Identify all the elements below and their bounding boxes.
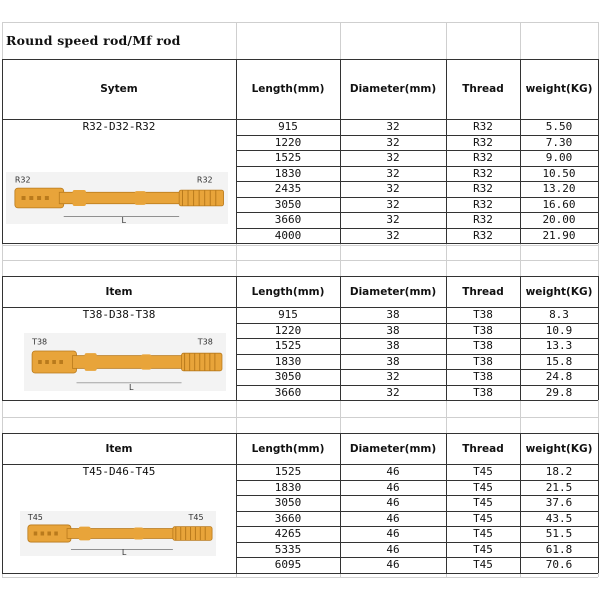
row-divider xyxy=(236,135,598,136)
length-cell: 1220 xyxy=(274,323,302,337)
thread-cell: R32 xyxy=(473,151,493,165)
weight-cell: 18.2 xyxy=(545,465,573,479)
row-divider xyxy=(236,338,598,339)
diameter-cell: 38 xyxy=(386,339,400,353)
weight-cell: 24.8 xyxy=(545,370,573,384)
table-border xyxy=(520,433,521,573)
table-border xyxy=(236,433,237,573)
diameter-cell: 32 xyxy=(386,135,400,149)
table-border xyxy=(598,433,599,573)
row-divider xyxy=(236,511,598,512)
weight-cell: 7.30 xyxy=(545,135,573,149)
weight-cell: 15.8 xyxy=(545,354,573,368)
length-cell: 3660 xyxy=(274,213,302,227)
model-name: T45-D46-T45 xyxy=(82,465,156,479)
length-label: L xyxy=(121,548,127,556)
row-divider xyxy=(236,526,598,527)
thread-cell: T38 xyxy=(473,354,493,368)
diameter-cell: 32 xyxy=(386,182,400,196)
column-header: Length(mm) xyxy=(251,83,325,95)
rod-hole xyxy=(37,196,41,200)
weight-cell: 13.3 xyxy=(545,339,573,353)
length-cell: 5335 xyxy=(274,542,302,556)
row-divider xyxy=(236,150,598,151)
length-cell: 915 xyxy=(278,308,298,322)
length-cell: 1830 xyxy=(274,354,302,368)
table-border xyxy=(598,276,599,400)
thread-cell: T45 xyxy=(473,558,493,572)
row-divider xyxy=(236,354,598,355)
column-header: Diameter(mm) xyxy=(349,83,437,95)
column-header: Item xyxy=(105,442,133,455)
row-divider xyxy=(236,197,598,198)
thread-cell: R32 xyxy=(473,182,493,196)
thread-label-right: R32 xyxy=(196,175,213,185)
rod-hole xyxy=(22,196,26,200)
length-cell: 4265 xyxy=(274,527,302,541)
diameter-cell: 32 xyxy=(386,385,400,399)
length-cell: 6095 xyxy=(274,558,302,572)
table-border xyxy=(2,464,598,465)
thread-cell: T45 xyxy=(473,496,493,510)
length-cell: 915 xyxy=(278,120,298,134)
rod-collar xyxy=(134,528,144,540)
column-header: Length(mm) xyxy=(251,442,325,455)
rod-collar xyxy=(135,191,146,205)
rod-hole xyxy=(45,196,49,200)
model-name: T38-D38-T38 xyxy=(82,308,156,322)
column-header: Item xyxy=(105,285,133,298)
rod-hole xyxy=(59,360,63,364)
rod-hole xyxy=(47,532,51,536)
table-border xyxy=(520,59,521,243)
weight-cell: 29.8 xyxy=(545,385,573,399)
row-divider xyxy=(236,495,598,496)
diameter-cell: 32 xyxy=(386,370,400,384)
column-header: Diameter(mm) xyxy=(349,285,437,298)
table-border xyxy=(446,433,447,573)
thread-label-right: T45 xyxy=(188,513,204,522)
rod-collar xyxy=(79,527,91,541)
weight-cell: 70.6 xyxy=(545,558,573,572)
diameter-cell: 46 xyxy=(386,465,400,479)
weight-cell: 9.00 xyxy=(545,151,573,165)
column-header: Sytem xyxy=(100,83,138,95)
column-header: weight(KG) xyxy=(525,83,593,95)
diameter-cell: 46 xyxy=(386,496,400,510)
weight-cell: 51.5 xyxy=(545,527,573,541)
length-cell: 3050 xyxy=(274,496,302,510)
row-divider xyxy=(236,385,598,386)
rod-right-thread xyxy=(173,527,212,541)
rod-hole xyxy=(54,532,58,536)
sheet-title: Round speed rod/Mf rod xyxy=(6,33,181,48)
grid-line xyxy=(2,577,598,578)
diameter-cell: 32 xyxy=(386,213,400,227)
weight-cell: 61.8 xyxy=(545,542,573,556)
column-header: weight(KG) xyxy=(525,442,593,455)
grid-line xyxy=(2,22,598,23)
column-header: Thread xyxy=(462,285,504,298)
row-divider xyxy=(236,557,598,558)
diameter-cell: 32 xyxy=(386,151,400,165)
diameter-cell: 38 xyxy=(386,354,400,368)
thread-cell: T45 xyxy=(473,542,493,556)
length-cell: 1525 xyxy=(274,339,302,353)
rod-collar xyxy=(73,190,86,206)
table-border xyxy=(2,573,598,574)
thread-cell: R32 xyxy=(473,135,493,149)
weight-cell: 20.00 xyxy=(542,213,576,227)
thread-label-left: T45 xyxy=(27,513,43,522)
row-divider xyxy=(236,369,598,370)
thread-cell: R32 xyxy=(473,120,493,134)
drill-rod-image xyxy=(20,511,216,556)
length-cell: 2435 xyxy=(274,182,302,196)
row-divider xyxy=(236,181,598,182)
length-label: L xyxy=(121,215,126,224)
table-border xyxy=(2,59,598,60)
rod-collar xyxy=(85,353,97,371)
weight-cell: 37.6 xyxy=(545,496,573,510)
weight-cell: 21.5 xyxy=(545,480,573,494)
table-border xyxy=(2,433,598,434)
thread-cell: T45 xyxy=(473,511,493,525)
table-border xyxy=(340,433,341,573)
weight-cell: 21.90 xyxy=(542,228,576,242)
weight-cell: 5.50 xyxy=(545,120,573,134)
grid-line xyxy=(2,417,598,418)
diameter-cell: 46 xyxy=(386,511,400,525)
grid-line xyxy=(2,260,598,261)
table-border xyxy=(598,59,599,243)
table-border xyxy=(2,119,598,120)
thread-cell: R32 xyxy=(473,166,493,180)
table-border xyxy=(340,59,341,243)
length-cell: 4000 xyxy=(274,228,302,242)
thread-label-left: T38 xyxy=(32,337,48,347)
drill-rod-image xyxy=(24,333,226,391)
column-header: Diameter(mm) xyxy=(349,442,437,455)
length-cell: 1830 xyxy=(274,480,302,494)
model-name: R32-D32-R32 xyxy=(82,120,156,134)
diameter-cell: 46 xyxy=(386,480,400,494)
length-cell: 1525 xyxy=(274,465,302,479)
thread-cell: T38 xyxy=(473,339,493,353)
length-cell: 3050 xyxy=(274,197,302,211)
thread-cell: T38 xyxy=(473,308,493,322)
diameter-cell: 38 xyxy=(386,308,400,322)
rod-right-thread xyxy=(179,190,223,206)
length-cell: 3660 xyxy=(274,511,302,525)
table-border xyxy=(446,59,447,243)
diameter-cell: 32 xyxy=(386,120,400,134)
row-divider xyxy=(236,542,598,543)
rod-hole xyxy=(45,360,49,364)
table-border xyxy=(2,243,598,244)
table-border xyxy=(2,276,3,400)
weight-cell: 10.50 xyxy=(542,166,576,180)
thread-label-right: T38 xyxy=(197,337,213,347)
length-cell: 3050 xyxy=(274,370,302,384)
weight-cell: 43.5 xyxy=(545,511,573,525)
weight-cell: 8.3 xyxy=(549,308,569,322)
table-border xyxy=(2,400,598,401)
length-cell: 1525 xyxy=(274,151,302,165)
table-border xyxy=(2,307,598,308)
table-border xyxy=(2,59,3,243)
row-divider xyxy=(236,323,598,324)
column-header: Length(mm) xyxy=(251,285,325,298)
diameter-cell: 46 xyxy=(386,558,400,572)
row-divider xyxy=(236,480,598,481)
column-header: weight(KG) xyxy=(525,285,593,298)
rod-hole xyxy=(34,532,38,536)
column-header: Thread xyxy=(462,442,504,455)
rod-right-thread xyxy=(182,353,222,371)
thread-cell: R32 xyxy=(473,213,493,227)
grid-line xyxy=(2,245,598,246)
length-cell: 3660 xyxy=(274,385,302,399)
length-cell: 1220 xyxy=(274,135,302,149)
weight-cell: 10.9 xyxy=(545,323,573,337)
diameter-cell: 46 xyxy=(386,527,400,541)
rod-collar xyxy=(141,354,151,369)
row-divider xyxy=(236,212,598,213)
diameter-cell: 46 xyxy=(386,542,400,556)
length-cell: 1830 xyxy=(274,166,302,180)
table-border xyxy=(2,276,598,277)
thread-cell: R32 xyxy=(473,228,493,242)
thread-label-left: R32 xyxy=(14,175,31,185)
thread-cell: T38 xyxy=(473,370,493,384)
drill-rod-image xyxy=(6,172,228,224)
table-border xyxy=(236,59,237,243)
thread-cell: T45 xyxy=(473,465,493,479)
rod-hole xyxy=(41,532,45,536)
row-divider xyxy=(236,166,598,167)
weight-cell: 13.20 xyxy=(542,182,576,196)
thread-cell: T45 xyxy=(473,480,493,494)
thread-cell: R32 xyxy=(473,197,493,211)
diameter-cell: 32 xyxy=(386,197,400,211)
rod-hole xyxy=(29,196,33,200)
table-border xyxy=(2,433,3,573)
diameter-cell: 32 xyxy=(386,166,400,180)
rod-hole xyxy=(38,360,42,364)
diameter-cell: 32 xyxy=(386,228,400,242)
thread-cell: T45 xyxy=(473,527,493,541)
diameter-cell: 38 xyxy=(386,323,400,337)
weight-cell: 16.60 xyxy=(542,197,576,211)
length-label: L xyxy=(129,382,134,391)
row-divider xyxy=(236,228,598,229)
thread-cell: T38 xyxy=(473,323,493,337)
column-header: Thread xyxy=(462,83,504,95)
thread-cell: T38 xyxy=(473,385,493,399)
rod-hole xyxy=(52,360,56,364)
